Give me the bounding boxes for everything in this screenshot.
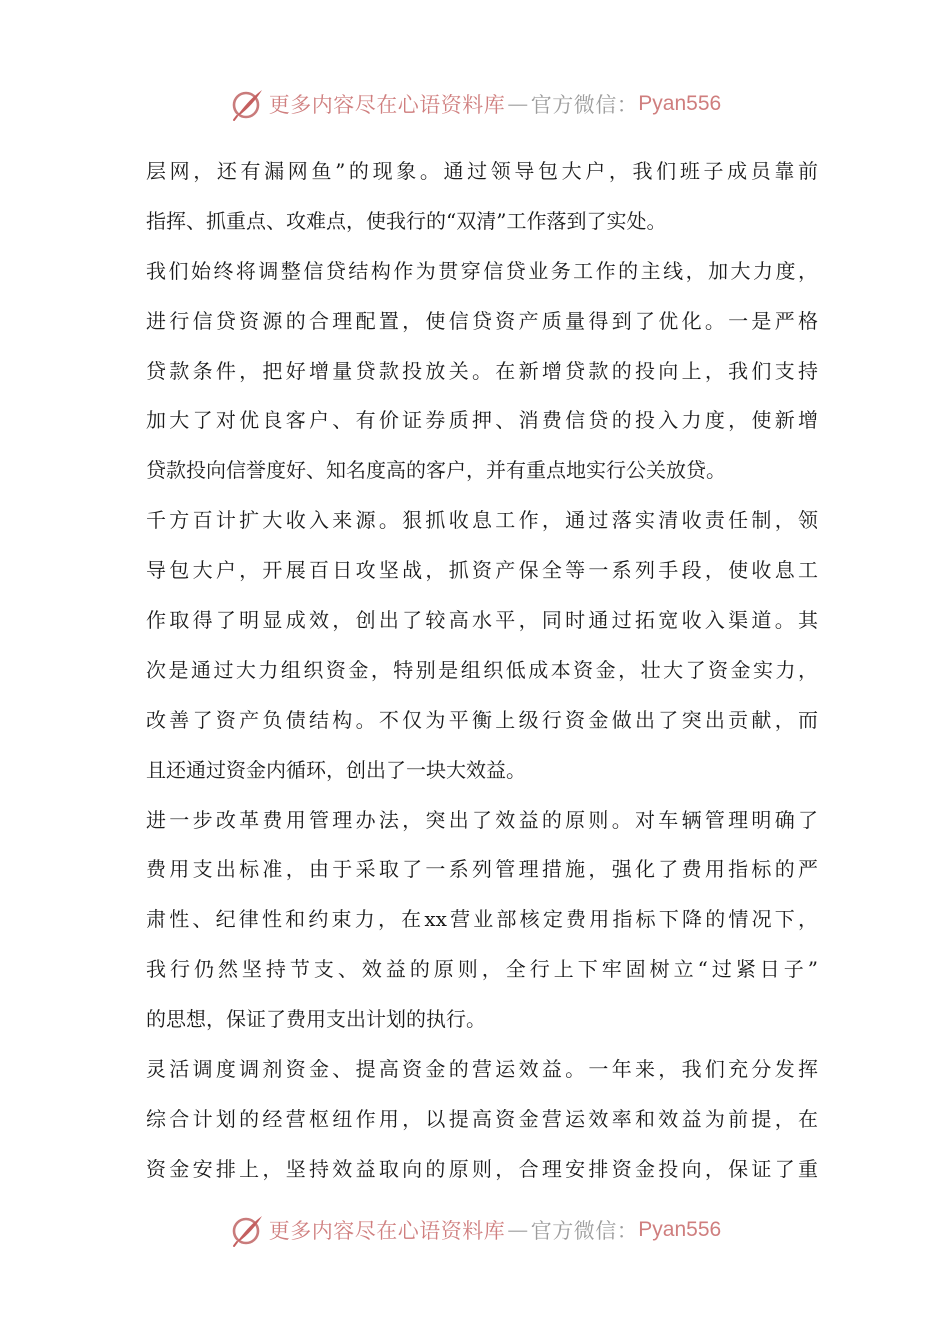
text-line: 进一步改革费用管理办法，突出了效益的原则。对车辆管理明确了 <box>146 807 818 832</box>
text-line: 贷款条件，把好增量贷款投放关。在新增贷款的投向上，我们支持 <box>146 358 818 383</box>
text-line: 进行信贷资源的合理配置，使信贷资产质量得到了优化。一是严格 <box>146 308 818 333</box>
separator-dash: — <box>507 92 529 116</box>
text-line: 费用支出标准，由于采取了一系列管理措施，强化了费用指标的严 <box>146 857 818 882</box>
wechat-id: Pyan556 <box>638 92 722 115</box>
text-line: 千方百计扩大收入来源。狠抓收息工作，通过落实清收责任制，领 <box>146 508 818 533</box>
document-body <box>146 148 818 1196</box>
official-wechat-label: 官方微信： <box>530 1219 639 1243</box>
text-line: 肃性、纪律性和约束力，在xx营业部核定费用指标下降的情况下， <box>146 907 818 932</box>
text-line: 我们始终将调整信贷结构作为贯穿信贷业务工作的主线，加大力度， <box>146 258 818 283</box>
footer-banner <box>0 1210 950 1250</box>
official-wechat-label: 官方微信： <box>530 93 639 117</box>
quill-pen-logo-icon <box>229 1212 265 1248</box>
header-banner <box>0 84 950 124</box>
text-line: 且还通过资金内循环，创出了一块大效益。 <box>146 757 526 782</box>
text-line: 指挥、抓重点、攻难点，使我行的“双清”工作落到了实处。 <box>146 208 667 233</box>
text-line: 改善了资产负债结构。不仅为平衡上级行资金做出了突出贡献，而 <box>146 707 818 732</box>
site-name: 更多内容尽在心语资料库 <box>268 1219 506 1243</box>
text-line: 加大了对优良客户、有价证券质押、消费信贷的投入力度，使新增 <box>146 408 818 433</box>
text-line: 资金安排上，坚持效益取向的原则，合理安排资金投向，保证了重 <box>146 1156 818 1181</box>
wechat-id: Pyan556 <box>638 1218 722 1241</box>
text-line: 的思想，保证了费用支出计划的执行。 <box>146 1007 486 1032</box>
text-line: 层网，还有漏网鱼”的现象。通过领导包大户，我们班子成员靠前 <box>146 159 818 183</box>
text-line: 次是通过大力组织资金，特别是组织低成本资金，壮大了资金实力， <box>146 657 818 682</box>
text-line: 贷款投向信誉度好、知名度高的客户，并有重点地实行公关放贷。 <box>146 458 726 483</box>
text-line: 作取得了明显成效，创出了较高水平，同时通过拓宽收入渠道。其 <box>146 608 818 633</box>
text-line: 导包大户，开展百日攻坚战，抓资产保全等一系列手段，使收息工 <box>146 558 818 583</box>
quill-pen-logo-icon <box>229 86 265 122</box>
text-line: 我行仍然坚持节支、效益的原则，全行上下牢固树立“过紧日子” <box>146 957 818 982</box>
text-line: 综合计划的经营枢纽作用，以提高资金营运效率和效益为前提，在 <box>146 1106 818 1131</box>
separator-dash: — <box>507 1218 529 1242</box>
site-name: 更多内容尽在心语资料库 <box>268 93 506 117</box>
text-line: 灵活调度调剂资金、提高资金的营运效益。一年来，我们充分发挥 <box>146 1057 818 1082</box>
